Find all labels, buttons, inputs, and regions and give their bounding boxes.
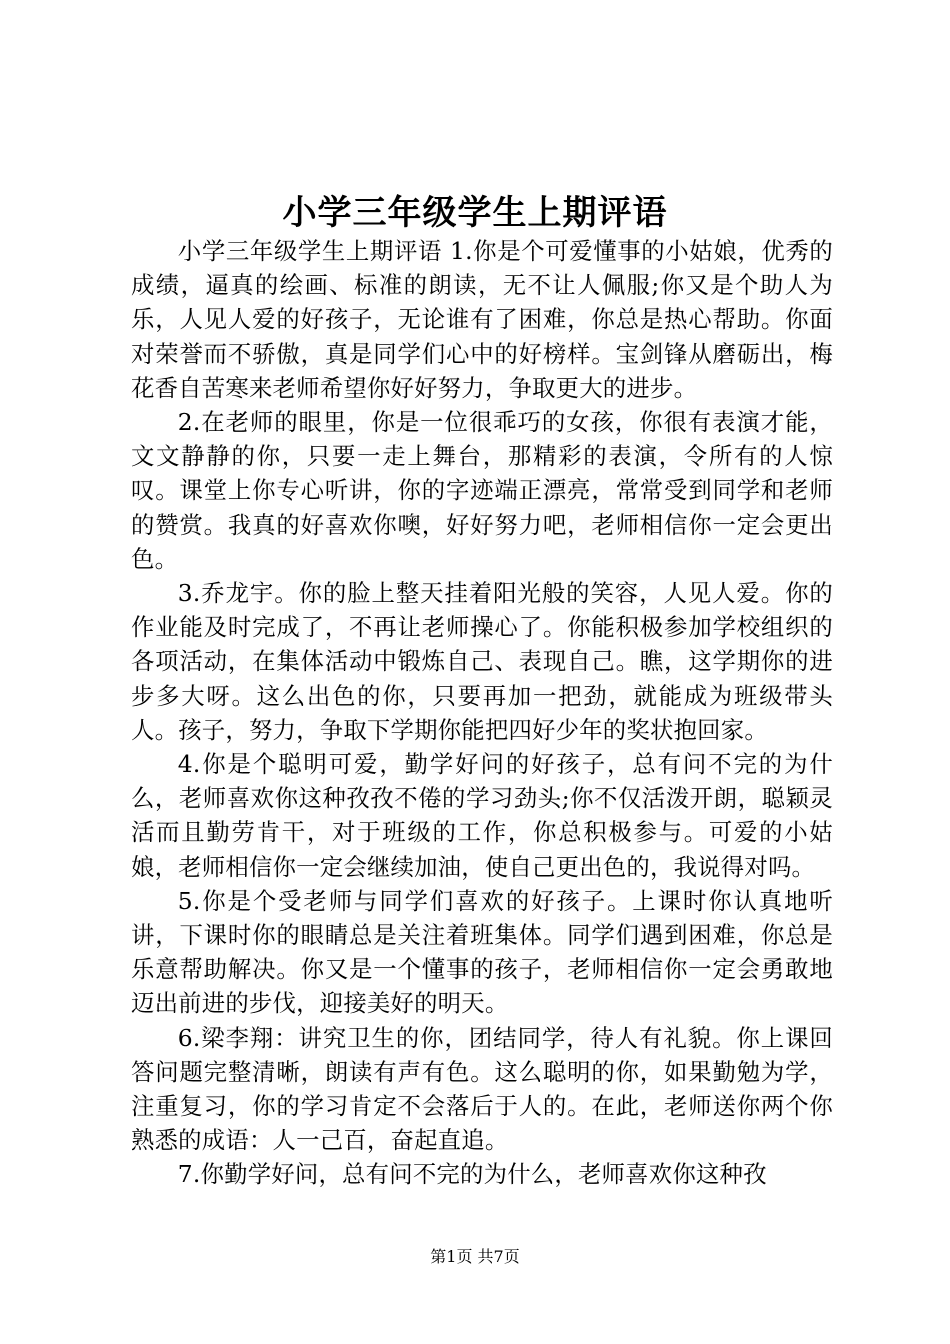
paragraph-4: 4.你是个聪明可爱，勤学好问的好孩子，总有问不完的为什么，老师喜欢你这种孜孜不倦的学习劲头;你不仅活泼开朗，聪颖灵活而且勤劳肯干，对于班级的工作，你总积极参与。可爱的小姑娘，老师相信你一定会继续加油，使自己更出色的，我说得对吗。 [131, 750, 833, 881]
paragraph-1: 小学三年级学生上期评语 1.你是个可爱懂事的小姑娘，优秀的成绩，逼真的绘画、标准的朗读，无不让人佩服;你又是个助人为乐，人见人爱的好孩子，无论谁有了困难，你总是热心帮助。你面对荣誉而不骄傲，真是同学们心中的好榜样。宝剑锋从磨砺出，梅花香自苦寒来老师希望你好好努力，争取更大的进步。 [131, 237, 833, 402]
document-body [131, 234, 833, 1192]
document-title: 小学三年级学生上期评语 [282, 193, 668, 233]
paragraph-2: 2.在老师的眼里，你是一位很乖巧的女孩，你很有表演才能，文文静静的你，只要一走上舞台，那精彩的表演，令所有的人惊叹。课堂上你专心听讲，你的字迹端正漂亮，常常受到同学和老师的赞赏。我真的好喜欢你噢，好好努力吧，老师相信你一定会更出色。 [131, 408, 833, 573]
paragraph-7: 7.你勤学好问，总有问不完的为什么，老师喜欢你这种孜 [177, 1160, 767, 1189]
paragraph-3: 3.乔龙宇。你的脸上整天挂着阳光般的笑容，人见人爱。你的作业能及时完成了，不再让老师操心了。你能积极参加学校组织的各项活动，在集体活动中锻炼自己、表现自己。瞧，这学期你的进步多大呀。这么出色的你，只要再加一把劲，就能成为班级带头人。孩子，努力，争取下学期你能把四好少年的奖状抱回家。 [131, 579, 833, 744]
paragraph-5: 5.你是个受老师与同学们喜欢的好孩子。上课时你认真地听讲，下课时你的眼睛总是关注着班集体。同学们遇到困难，你总是乐意帮助解决。你又是一个懂事的孩子，老师相信你一定会勇敢地迈出前进的步伐，迎接美好的明天。 [131, 886, 833, 1018]
page-number-footer: 第1页 共7页 [430, 1247, 520, 1266]
paragraph-6: 6.梁李翔：讲究卫生的你，团结同学，待人有礼貌。你上课回答问题完整清晰，朗读有声有色。这么聪明的你，如果勤勉为学，注重复习，你的学习肯定不会落后于人的。在此，老师送你两个你熟悉的成语：人一己百，奋起直追。 [131, 1023, 833, 1155]
